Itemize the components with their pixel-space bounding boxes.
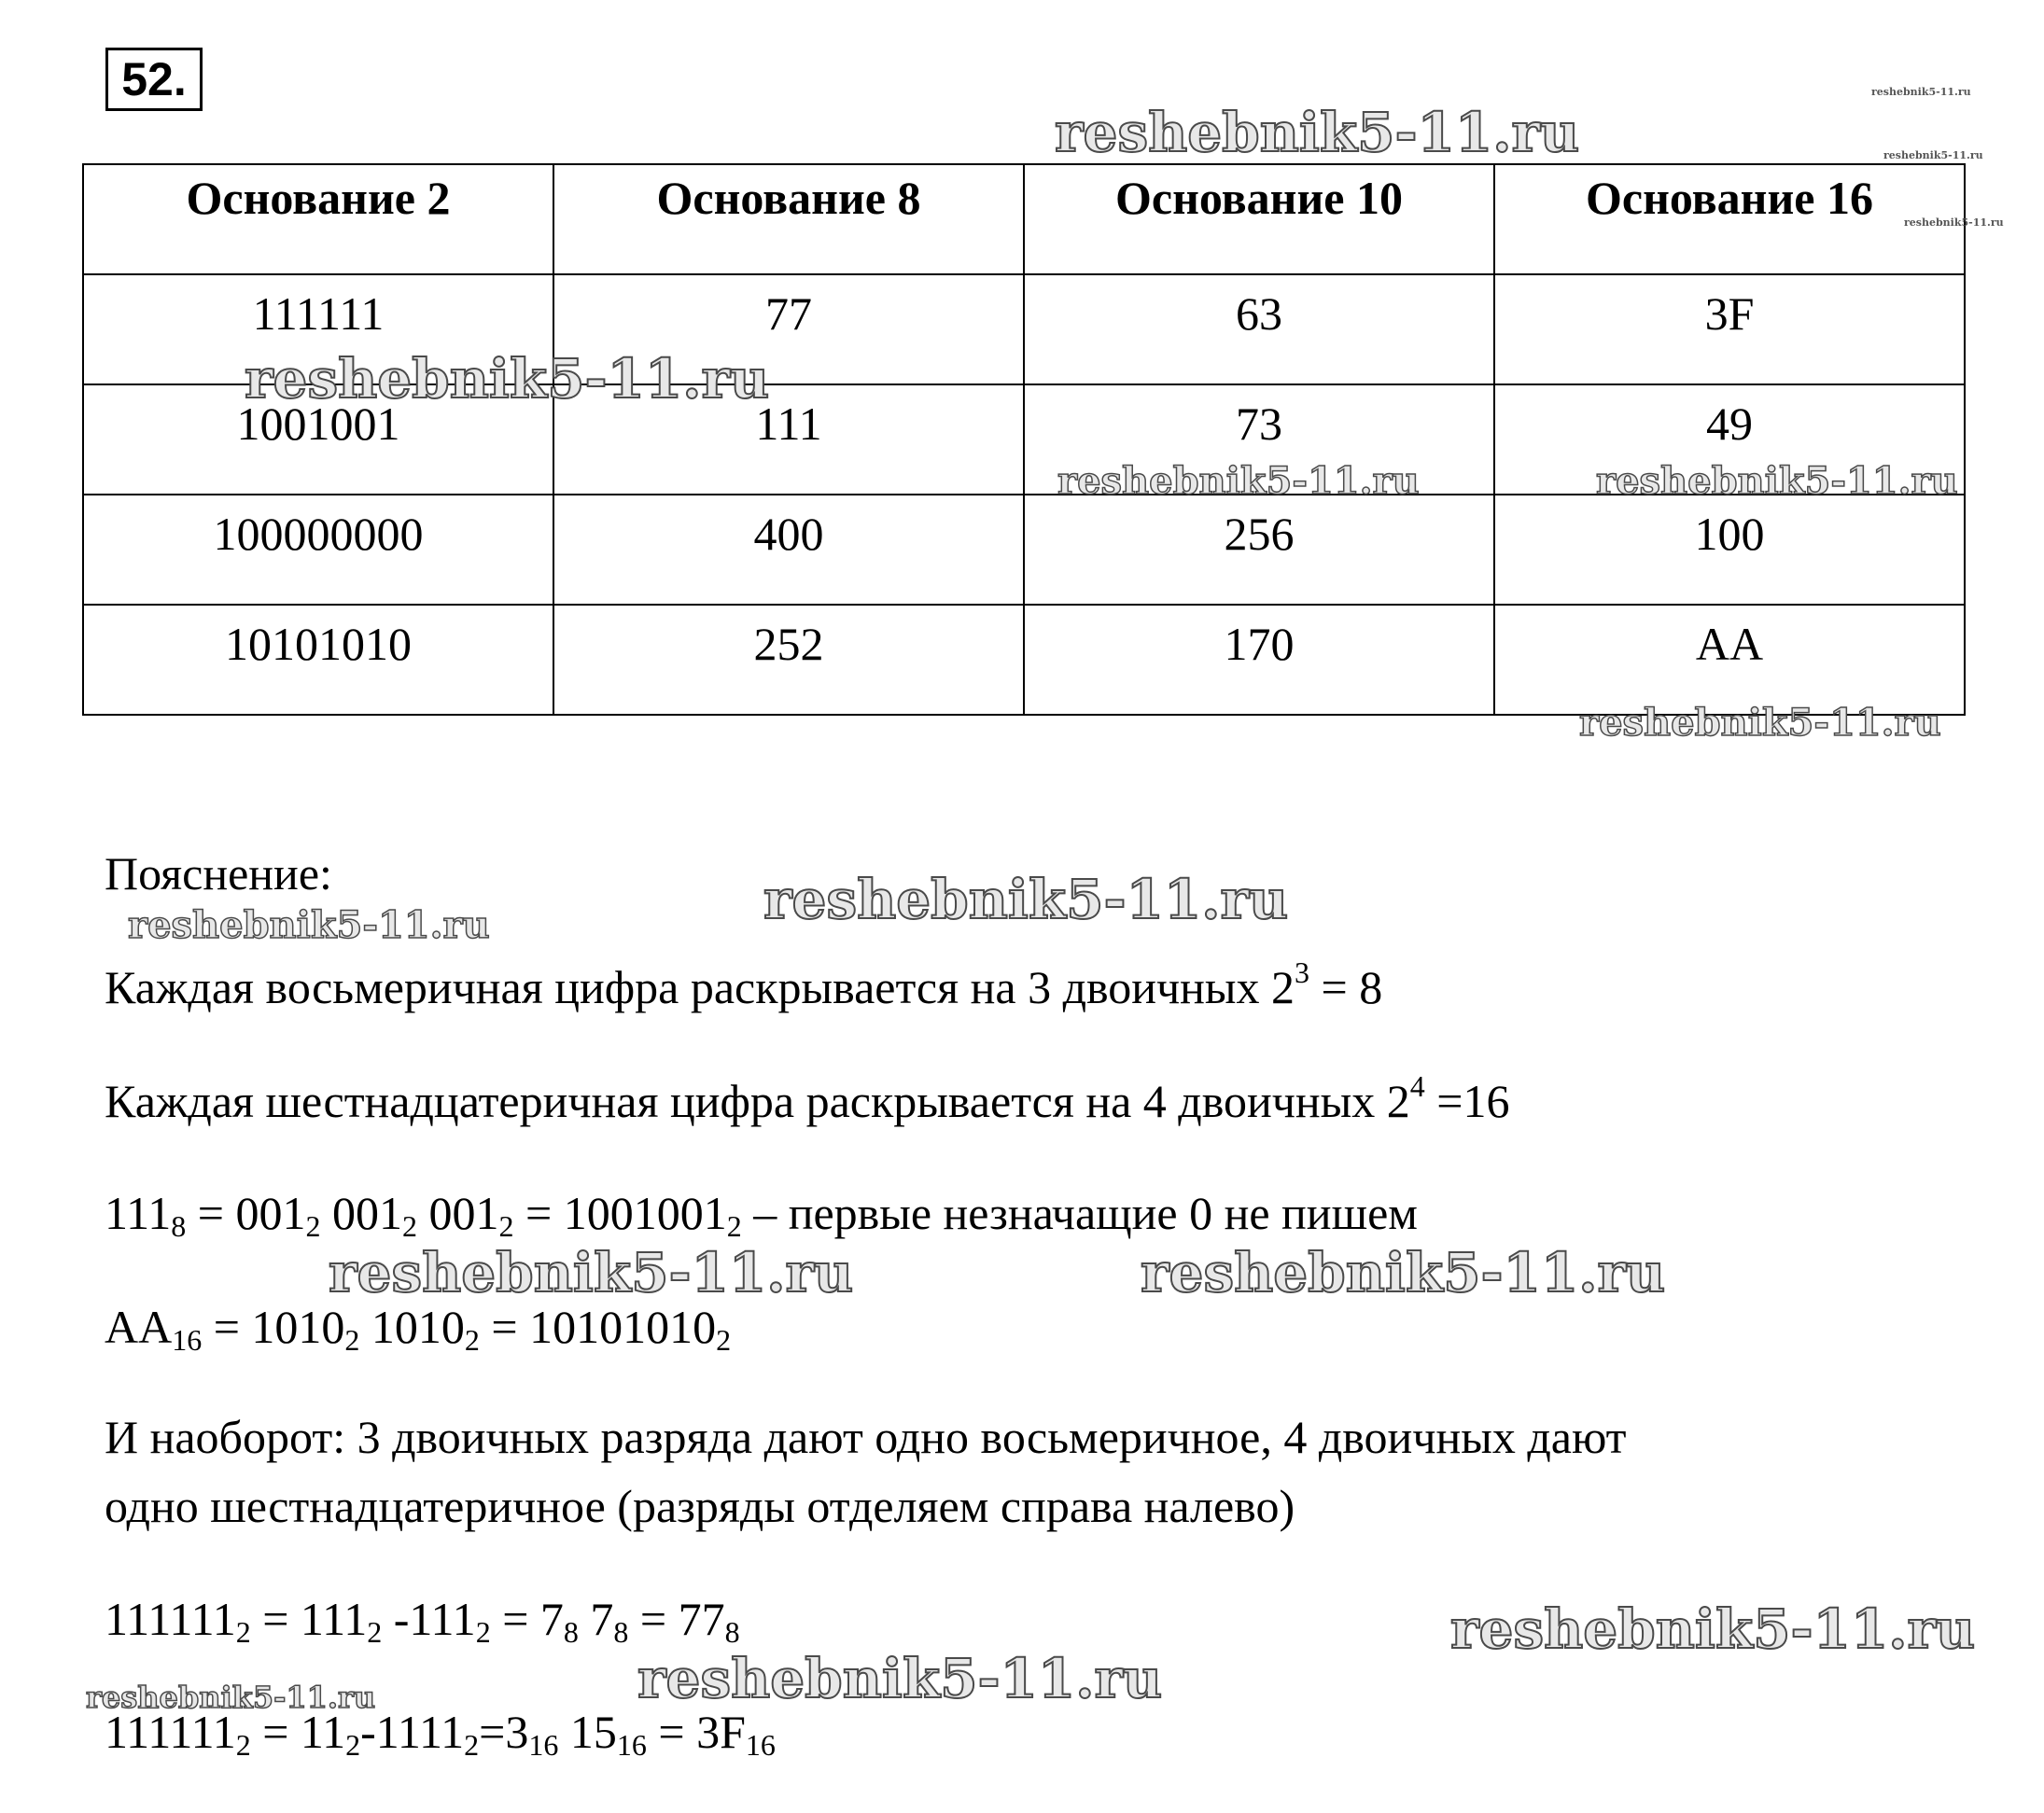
conversion-table — [82, 163, 1966, 716]
task-number: 52. — [105, 48, 203, 111]
watermark: reshebnik5-11.ru — [1871, 86, 1971, 98]
cell: 73 — [1024, 384, 1494, 495]
header-base-10: Основание 10 — [1024, 164, 1494, 274]
cell: 10101010 — [83, 605, 553, 715]
example-binary-to-hex: $111111_2 = 11_2-1111_2=3_{16}$ $15_{16} = 3F_{16}$ — [105, 1706, 776, 1762]
cell: 256 — [1024, 495, 1494, 605]
cell: 77 — [553, 274, 1024, 384]
watermark: reshebnik5-11.ru — [1055, 101, 1580, 164]
cell: 1001001 — [83, 384, 553, 495]
cell: 252 — [553, 605, 1024, 715]
cell: 100 — [1494, 495, 1965, 605]
example-binary-to-octal: $111111_2 = 111_2$ $-111_2 = 7_8$ $7_8 = 77_8$ — [105, 1593, 740, 1649]
cell: 100000000 — [83, 495, 553, 605]
header-base-8: Основание 8 — [553, 164, 1024, 274]
cell: 400 — [553, 495, 1024, 605]
example-hex-to-binary: $AA_{16} = 1010_2$ $1010_2 = 10101010_2$ — [105, 1301, 732, 1357]
watermark: reshebnik5-11.ru — [1579, 701, 1941, 745]
cell: 170 — [1024, 605, 1494, 715]
watermark: reshebnik5-11.ru — [86, 1680, 376, 1715]
watermark: reshebnik5-11.ru — [763, 868, 1289, 931]
watermark: reshebnik5-11.ru — [329, 1241, 854, 1304]
watermark: reshebnik5-11.ru — [637, 1647, 1163, 1710]
cell: AA — [1494, 605, 1965, 715]
table-row — [83, 495, 1965, 605]
cell: 111111 — [83, 274, 553, 384]
watermark: reshebnik5-11.ru — [1883, 149, 1983, 161]
cell: 49 — [1494, 384, 1965, 495]
cell: 111 — [553, 384, 1024, 495]
header-base-2: Основание 2 — [83, 164, 553, 274]
hex-rule: Каждая шестнадцатеричная цифра раскрывается на 4 двоичных $2^4 =16$ — [105, 1069, 1510, 1127]
header-base-16: Основание 16 — [1494, 164, 1965, 274]
watermark: reshebnik5-11.ru — [1904, 216, 2004, 229]
watermark: reshebnik5-11.ru — [128, 903, 490, 947]
watermark: reshebnik5-11.ru — [1141, 1241, 1666, 1304]
watermark: reshebnik5-11.ru — [245, 347, 770, 411]
cell: 3F — [1494, 274, 1965, 384]
example-octal-to-binary: $111_8 = 001_2$ $001_2$ $001_2 = 1001001_2$ – первые незначащие 0 не пишем — [105, 1187, 1418, 1243]
watermark: reshebnik5-11.ru — [1450, 1597, 1976, 1661]
table-row — [83, 605, 1965, 715]
watermark: reshebnik5-11.ru — [1057, 459, 1420, 503]
cell: 63 — [1024, 274, 1494, 384]
table-header-row — [83, 164, 1965, 274]
watermark: reshebnik5-11.ru — [1596, 459, 1958, 503]
explanation-heading: Пояснение: — [105, 847, 332, 900]
reverse-rule-line-2: одно шестнадцатеричное (разряды отделяем справа налево) — [105, 1480, 1295, 1532]
reverse-rule-line-1: И наоборот: 3 двоичных разряда дают одно восьмеричное, 4 двоичных дают — [105, 1411, 1627, 1463]
octal-rule: Каждая восьмеричная цифра раскрывается на 3 двоичных $2^3 = 8$ — [105, 955, 1383, 1013]
